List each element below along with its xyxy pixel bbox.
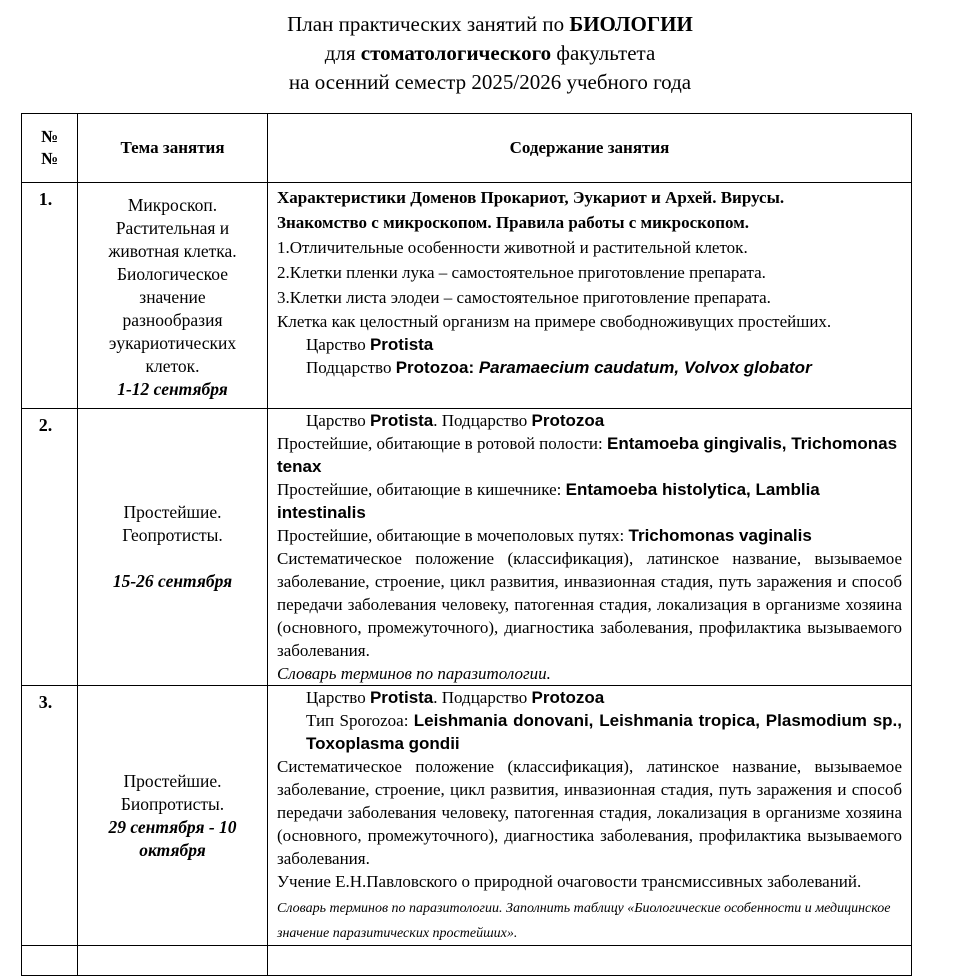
row-content: Характеристики Доменов Прокариот, Эукариот и Архей. Вирусы. Знакомство с микроскопом. Правила работы с микроскопом. 1.Отличительные особенности животной и растительной клеток. 2.Клетки пленки лука – самостоятельное приготовление препарата. 3.Клетки листа элодеи – самостоятельное приготовление препарата. Клетка как целостный организм на примере свободноживущих простейших. Царство Protista Подцарство Protozoa: Paramaecium caudatum, Volvox globator bbox=[268, 183, 912, 409]
title-line-2: для стоматологического факультета bbox=[324, 41, 656, 65]
row-number: 3. bbox=[22, 686, 78, 946]
row-number: 1. bbox=[22, 183, 78, 409]
table-row bbox=[22, 409, 912, 686]
table-row bbox=[22, 946, 912, 976]
row-topic: Простейшие. Биопротисты. 29 сентября - 10 октября bbox=[78, 686, 268, 946]
row-dates: 29 сентября - 10 октября bbox=[108, 816, 237, 860]
row-dates: 15-26 сентября bbox=[112, 571, 233, 591]
row-dates: 1-12 сентября bbox=[117, 379, 228, 399]
row-content: Царство Protista. Подцарство Protozoa Тип Sporozoa: Leishmania donovani, Leishmania tropica, Plasmodium sp., Toxoplasma gondii Систематическое положение (классификация), латинское название, вызываемое заболевание, строение, цикл развития, инвазионная стадия, путь заражения и способ передачи заболевания человеку, патогенная стадия, локализация в организме хозяина (основного, промежуточного), диагностика заболевания, профилактика вызываемого заболевания. Учение Е.Н.Павловского о природной очаговости трансмиссивных заболеваний. Словарь терминов по паразитологии. Заполнить таблицу «Биологические особенности и медицинское значение паразитических простейших». bbox=[268, 686, 912, 946]
title-line-3: на осенний семестр 2025/2026 учебного года bbox=[288, 70, 692, 94]
header-topic: Тема занятия bbox=[78, 114, 268, 183]
header-number: № № bbox=[22, 114, 78, 183]
table-header-row bbox=[22, 114, 912, 183]
row-content: Царство Protista. Подцарство Protozoa Простейшие, обитающие в ротовой полости: Entamoeba gingivalis, Trichomonas tenax Простейшие, обитающие в кишечнике: Entamoeba histolytica, Lamblia intestinalis Простейшие, обитающие в мочеполовых путях: Trichomonas vaginalis Систематическое положение (классификация), латинское название, вызываемое заболевание, строение, цикл развития, инвазионная стадия, путь заражения и способ передачи заболевания человеку, патогенная стадия, локализация в организме хозяина (основного, промежуточного), диагностика заболевания, профилактика вызываемого заболевания. Словарь терминов по паразитологии. bbox=[268, 409, 912, 686]
row-topic: Микроскоп. Растительная и животная клетка. Биологическое значение разнообразия эукариотических клеток. 1-12 сентября bbox=[78, 183, 268, 409]
lesson-plan-table bbox=[21, 113, 912, 976]
title-line-1: План практических занятий по БИОЛОГИИ bbox=[287, 12, 693, 36]
row-topic: Простейшие. Геопротисты. 15-26 сентября bbox=[78, 409, 268, 686]
row-number: 2. bbox=[22, 409, 78, 686]
table-row bbox=[22, 686, 912, 946]
table-row bbox=[22, 183, 912, 409]
header-content: Содержание занятия bbox=[268, 114, 912, 183]
document-title bbox=[0, 10, 956, 97]
